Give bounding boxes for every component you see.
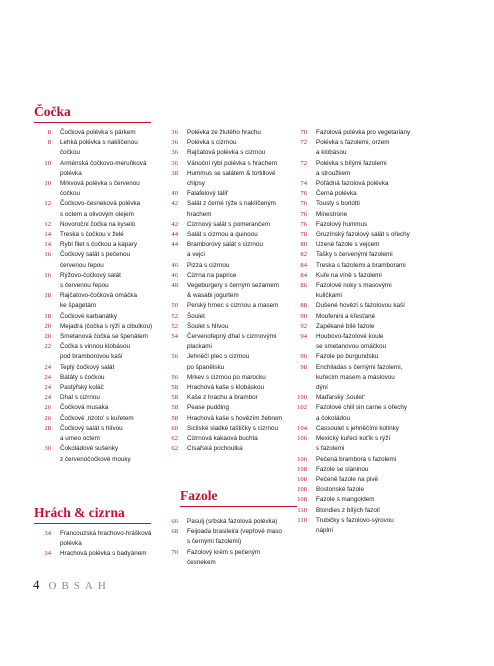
- section-rule-cocka: [34, 122, 151, 123]
- toc-entry: [290, 261, 410, 271]
- toc-entry-title: Kaše z hrachu a brambor: [187, 394, 258, 402]
- toc-entry-title: Houbovo-fazolové koule se smetanovou omáčkou: [316, 333, 387, 351]
- toc-entry: [161, 128, 282, 138]
- toc-entry-page: 12: [44, 200, 51, 208]
- toc-entry-page: 42: [171, 200, 178, 208]
- toc-entry-page: 24: [44, 394, 51, 402]
- toc-entry-page: 52: [171, 322, 178, 330]
- toc-entry: [290, 403, 410, 423]
- toc-entry-title: Fazolové noky s masovými kuličkami: [316, 282, 392, 300]
- toc-entry: [290, 332, 410, 352]
- toc-entry: [161, 322, 282, 332]
- toc-entry: [161, 230, 282, 240]
- toc-entry-title: Zapékané bílé fazole: [316, 322, 375, 330]
- toc-entry-title: Blondies z bílých fazolí: [316, 506, 381, 514]
- toc-entry-page: 40: [171, 190, 178, 198]
- toc-entry: [290, 465, 410, 475]
- toc-entry: [161, 548, 282, 568]
- toc-entry: [290, 128, 410, 138]
- toc-entry-title: Cizrna na paprice: [187, 271, 237, 279]
- toc-entry-title: Fazolová polévka pro vegetariány: [316, 129, 411, 136]
- toc-entry: [34, 444, 152, 464]
- toc-entry-page: 74: [300, 180, 307, 188]
- toc-entry-page: 34: [44, 550, 51, 558]
- toc-entry-title: Pease pudding: [187, 404, 230, 412]
- toc-entry-page: 36: [171, 139, 178, 147]
- toc-entry-title: Fazole se slaninou: [316, 465, 369, 473]
- toc-entry-title: Moufenini a křesťané: [316, 312, 376, 320]
- toc-entry-title: Feijoada brasileira (vepřové maso s černými fazolemi): [187, 528, 282, 546]
- toc-entry: [161, 424, 282, 434]
- toc-entry-title: Čočkový salát s hlívou a umeo octem: [60, 424, 123, 443]
- toc-entry-page: 24: [44, 363, 51, 371]
- toc-entry-title: Pořádná fazolová polévka: [316, 180, 389, 188]
- toc-entry-page: 110: [297, 506, 307, 514]
- toc-entry-title: Lehká polévka s naklíčenou čočkou: [60, 139, 138, 157]
- toc-entry: [161, 444, 282, 454]
- section-rule-hrach-cizrna: [34, 523, 151, 524]
- toc-entry: [34, 179, 152, 199]
- toc-entry-title: Čočkovo-česneková polévka s octem a olivovým olejem: [60, 200, 141, 218]
- toc-entry-title: Sicilské sladké taštičky s cizrnou: [187, 424, 278, 432]
- toc-entry-title: Dhal s cizrnou: [60, 394, 100, 402]
- toc-entry-page: 82: [300, 251, 307, 259]
- toc-entry-page: 58: [171, 394, 178, 402]
- toc-entry-title: Čočková musaka: [60, 404, 109, 412]
- toc-entry: [290, 301, 410, 311]
- toc-entry-page: 70: [300, 129, 307, 136]
- toc-entry: [34, 159, 152, 179]
- toc-entry-title: Polévka s cizrnou: [187, 139, 237, 147]
- toc-entry-page: 76: [300, 210, 307, 218]
- toc-entry: [34, 271, 152, 291]
- toc-entry-page: 46: [171, 271, 178, 279]
- footer-label: OBSAH: [48, 580, 111, 592]
- toc-entry: [290, 240, 410, 250]
- toc-entry-page: 72: [300, 139, 307, 147]
- toc-entry: [290, 516, 410, 536]
- toc-entry-title: Bostonské fazole: [316, 486, 364, 494]
- toc-entry: [290, 230, 410, 240]
- toc-entry: [161, 199, 282, 219]
- toc-entry-title: Gruzínský fazolový salát s ořechy: [316, 231, 410, 239]
- toc-entry-page: 62: [171, 445, 178, 453]
- toc-entry-page: 100: [297, 394, 307, 402]
- toc-entry: [161, 261, 282, 271]
- toc-entry-page: 72: [300, 159, 307, 167]
- toc-entry-page: 26: [44, 414, 51, 422]
- toc-entry-title: Pečená brambora s fazolemi: [316, 455, 397, 463]
- list-hrach-cizrna-col1: [34, 529, 151, 560]
- page-footer: [33, 577, 111, 593]
- toc-entry-title: Treska s čočkou v želé: [60, 231, 124, 239]
- list-cocka: [34, 128, 152, 465]
- toc-entry: [34, 250, 152, 270]
- toc-entry-title: Teplý čočkový salát: [60, 363, 115, 371]
- toc-entry-title: Fazole po burgundsku: [316, 353, 379, 361]
- toc-entry: [34, 373, 152, 383]
- toc-entry: [290, 495, 410, 505]
- toc-entry-page: 18: [44, 292, 51, 300]
- toc-entry-title: Tousty s borlotti: [316, 200, 360, 208]
- toc-entry-title: Arménská čočkovo-meruňková polévka: [60, 159, 147, 177]
- toc-entry-page: 24: [44, 384, 51, 392]
- toc-entry-page: 16: [44, 271, 51, 279]
- toc-entry-page: 102: [297, 404, 307, 412]
- toc-entry-page: 8: [47, 139, 51, 147]
- toc-entry-page: 70: [171, 548, 178, 556]
- toc-entry-title: Bramborový salát s cizrnou a vejci: [187, 241, 263, 259]
- toc-entry: [290, 250, 410, 260]
- toc-entry: [34, 138, 152, 158]
- toc-entry: [161, 393, 282, 403]
- toc-entry-page: 94: [300, 333, 307, 341]
- toc-entry: [161, 383, 282, 393]
- toc-entry-page: 46: [171, 261, 178, 269]
- toc-entry-title: Čočka s vinnou klobásou pod bramborovou kaší: [60, 343, 131, 361]
- toc-entry-title: Enchiladas s černými fazolemi, kuřecím masem a máslovou dýní: [316, 363, 403, 392]
- toc-entry-page: 78: [300, 231, 307, 239]
- toc-entry: [290, 506, 410, 516]
- toc-entry: [290, 220, 410, 230]
- toc-entry-page: 110: [297, 516, 307, 524]
- toc-entry-page: 10: [44, 159, 51, 167]
- toc-entry-page: 84: [300, 261, 307, 269]
- toc-entry-page: 44: [171, 231, 178, 239]
- toc-entry-title: Fazole s mangoldem: [316, 496, 375, 504]
- toc-entry-page: 24: [44, 373, 51, 381]
- toc-entry: [290, 363, 410, 394]
- toc-entry-page: 58: [171, 404, 178, 412]
- toc-entry: [161, 169, 282, 189]
- section-rule-fazole: [180, 506, 297, 507]
- toc-entry: [34, 291, 152, 311]
- toc-entry-title: Čočkový salát s pečenou červenou řepou: [60, 251, 131, 269]
- toc-entry: [34, 220, 152, 230]
- toc-entry-title: Polévka s fazolemi, orzem a klobásou: [316, 139, 390, 157]
- toc-entry: [161, 352, 282, 372]
- toc-entry-page: 104: [297, 424, 307, 432]
- toc-entry-title: Hrachová kaše s klobáskou: [187, 384, 265, 392]
- toc-entry-title: Mrkev s cizrnou po marocku: [187, 373, 266, 381]
- toc-entry-title: Šoulet: [187, 312, 205, 320]
- toc-entry: [161, 301, 282, 311]
- toc-entry-title: Čočkové karbanátky: [60, 312, 118, 320]
- toc-entry-title: Šoulet s hlívou: [187, 322, 229, 330]
- toc-entry: [34, 424, 152, 444]
- toc-entry-page: 18: [44, 312, 51, 320]
- section-title-hrach-cizrna: Hrách & cizrna: [34, 505, 125, 520]
- toc-entry-title: Mejadra (čočka s rýží a cibulkou): [60, 322, 153, 330]
- toc-entry-title: Francouzská hrachovo-hrášková polévka: [60, 530, 152, 548]
- toc-entry: [34, 128, 152, 138]
- toc-entry: [161, 414, 282, 424]
- toc-entry-title: Mrkvová polévka s červenou čočkou: [60, 180, 140, 198]
- list-hrach-cizrna-col2: [161, 128, 282, 455]
- toc-entry-title: Pizza s cizrnou: [187, 261, 230, 269]
- toc-entry: [161, 189, 282, 199]
- toc-entry-page: 108: [297, 496, 307, 504]
- toc-entry-page: 26: [44, 404, 51, 412]
- toc-entry-page: 16: [44, 251, 51, 259]
- toc-entry: [34, 363, 152, 373]
- toc-entry-page: 108: [297, 465, 307, 473]
- toc-entry: [290, 179, 410, 189]
- toc-entry-page: 36: [171, 129, 178, 136]
- toc-entry-title: Čočková polévka s párkem: [60, 129, 136, 136]
- toc-entry-title: Perský hrnec s cizrnou a masem: [187, 302, 279, 310]
- section-title-fazole: Fazole: [180, 488, 218, 503]
- toc-entry: [290, 352, 410, 362]
- toc-entry-title: Salát z černé rýže s naklíčeným hrachem: [187, 200, 276, 218]
- toc-entry-page: 36: [171, 149, 178, 157]
- toc-entry: [161, 281, 282, 301]
- toc-entry-page: 50: [171, 302, 178, 310]
- toc-entry-page: 88: [300, 302, 307, 310]
- toc-entry: [290, 485, 410, 495]
- toc-entry: [290, 189, 410, 199]
- list-fazole-col3: [290, 128, 410, 536]
- toc-entry: [161, 138, 282, 148]
- toc-entry-title: Falafelový talíř: [187, 190, 228, 198]
- toc-entry: [161, 527, 282, 547]
- toc-entry-page: 62: [171, 435, 178, 443]
- toc-entry: [290, 138, 410, 158]
- toc-entry-page: 80: [300, 241, 307, 249]
- toc-entry: [34, 383, 152, 393]
- toc-entry-page: 96: [300, 353, 307, 361]
- toc-entry-page: 106: [297, 455, 307, 463]
- toc-entry-title: Novoroční čočka na kyselo: [60, 220, 136, 228]
- toc-entry: [34, 312, 152, 322]
- toc-entry-page: 14: [44, 241, 51, 249]
- toc-entry: [161, 373, 282, 383]
- toc-entry: [34, 403, 152, 413]
- toc-entry-title: Vegeburgery s černým sezamem & wasabi jogurtem: [187, 282, 280, 300]
- toc-entry: [161, 332, 282, 352]
- toc-entry-title: Kuře na víně s fazolemi: [316, 271, 382, 279]
- toc-entry-page: 106: [297, 435, 307, 443]
- toc-entry-page: 20: [44, 322, 51, 330]
- toc-entry-page: 90: [300, 312, 307, 320]
- toc-entry-title: Rajčatová polévka s cizrnou: [187, 149, 266, 157]
- toc-entry-title: Trubičky s fazolovo-sýrovou náplní: [316, 516, 394, 534]
- toc-entry-page: 20: [44, 333, 51, 341]
- toc-entry-page: 22: [44, 343, 51, 351]
- toc-entry-page: 56: [171, 353, 178, 361]
- toc-entry: [290, 281, 410, 301]
- toc-entry-title: Smetanová čočka se špenátem: [60, 333, 148, 341]
- toc-entry-page: 10: [44, 180, 51, 188]
- toc-entry: [290, 475, 410, 485]
- toc-entry-title: Salát s cizrnou a quinoou: [187, 231, 258, 239]
- toc-entry-title: Čokoládové sušenky z červenočočkové mouky: [60, 445, 131, 463]
- toc-entry-page: 86: [300, 282, 307, 290]
- toc-entry-title: Černá polévka: [316, 190, 357, 198]
- toc-entry-title: Císařská pochoutka: [187, 445, 243, 453]
- toc-entry-title: Cassoulet s jehněčími kolínky: [316, 424, 399, 432]
- toc-entry: [34, 342, 152, 362]
- toc-entry-page: 58: [171, 414, 178, 422]
- toc-entry: [161, 220, 282, 230]
- toc-entry-title: Tašky s červenými fazolemi: [316, 251, 393, 259]
- toc-entry: [161, 517, 282, 527]
- toc-entry-page: 38: [171, 169, 178, 177]
- toc-entry-title: Čočkové ‚rizoto' s kuřetem: [60, 414, 134, 422]
- toc-entry: [161, 312, 282, 322]
- toc-entry-page: 108: [297, 475, 307, 483]
- toc-entry: [290, 434, 410, 454]
- toc-entry-title: Batáty s čočkou: [60, 373, 105, 381]
- toc-entry: [161, 403, 282, 413]
- toc-entry-page: 44: [171, 241, 178, 249]
- toc-entry: [161, 240, 282, 260]
- toc-entry-page: 76: [300, 200, 307, 208]
- toc-entry-title: Cizrnová kakaová buchta: [187, 435, 258, 443]
- toc-entry-page: 92: [300, 322, 307, 330]
- toc-entry: [290, 159, 410, 179]
- toc-entry-title: Fazolové chili sin carne s ořechy a čokoládou: [316, 404, 407, 422]
- toc-entry-title: Treska s fazolemi a bramborami: [316, 261, 406, 269]
- toc-entry-page: 28: [44, 424, 51, 432]
- toc-entry-title: Rýžovo-čočkový salát s červenou řepou: [60, 271, 121, 290]
- toc-entry-page: 66: [171, 518, 178, 525]
- toc-entry-page: 34: [44, 530, 51, 537]
- toc-entry-title: Červenofepný dhal s cizrnovými plackami: [187, 333, 277, 351]
- toc-entry-page: 54: [171, 333, 178, 341]
- toc-entry-page: 8: [47, 129, 51, 136]
- toc-entry: [161, 159, 282, 169]
- toc-entry-title: Minestrone: [316, 210, 348, 218]
- toc-entry-page: 14: [44, 231, 51, 239]
- toc-entry-page: 60: [171, 424, 178, 432]
- toc-entry-title: Polévka ze žlutého hrachu: [187, 129, 261, 136]
- page-number: 4: [33, 577, 40, 592]
- toc-entry-page: 56: [171, 373, 178, 381]
- toc-entry-title: Dušené hovězí s fazolovou kaší: [316, 302, 405, 310]
- toc-entry: [34, 240, 152, 250]
- toc-entry: [290, 210, 410, 220]
- toc-entry-title: Cizrnový salát s pomerančem: [187, 220, 270, 228]
- toc-entry: [34, 332, 152, 342]
- toc-entry: [290, 424, 410, 434]
- toc-entry: [34, 322, 152, 332]
- toc-entry-page: 58: [171, 384, 178, 392]
- toc-entry-title: Maďarský ‚šoulet': [316, 394, 365, 402]
- toc-entry: [290, 322, 410, 332]
- toc-entry-title: Rajčatovo-čočková omáčka ke špagetám: [60, 292, 137, 310]
- toc-entry: [290, 199, 410, 209]
- toc-entry-page: 76: [300, 220, 307, 228]
- toc-entry-title: Pasulj (srbská fazolová polévka): [187, 518, 278, 525]
- toc-entry-title: Pečené fazole na pivě: [316, 475, 378, 483]
- toc-entry-title: Pastýřský koláč: [60, 384, 104, 392]
- toc-entry: [290, 455, 410, 465]
- toc-entry-title: Uzené fazole s vejcem: [316, 241, 380, 249]
- toc-entry: [34, 414, 152, 424]
- toc-entry-page: 108: [297, 486, 307, 494]
- toc-entry: [34, 393, 152, 403]
- toc-entry-page: 52: [171, 312, 178, 320]
- toc-entry-page: 76: [300, 190, 307, 198]
- toc-entry-title: Fazolový krém s pečeným česnekem: [187, 548, 261, 566]
- toc-entry-page: 12: [44, 220, 51, 228]
- toc-entry: [34, 549, 151, 559]
- toc-entry: [161, 434, 282, 444]
- toc-entry-title: Vánoční rybí polévka s hrachem: [187, 159, 277, 167]
- toc-entry: [290, 312, 410, 322]
- toc-entry-title: Hrachová kaše s hovězím žebrem: [187, 414, 283, 422]
- toc-entry: [34, 230, 152, 240]
- toc-entry: [161, 148, 282, 158]
- toc-entry-title: Hummus se salátem & tortillové chipsy: [187, 169, 276, 188]
- toc-entry-page: 30: [44, 445, 51, 453]
- toc-entry-page: 36: [171, 159, 178, 167]
- toc-entry-title: Fazolový hummus: [316, 220, 368, 228]
- toc-entry-title: Mexický kuřecí koťík s rýží s fazolemi: [316, 435, 391, 453]
- toc-entry-page: 68: [171, 528, 178, 536]
- toc-entry: [161, 271, 282, 281]
- toc-entry-title: Jehněčí plec s cizrnou po španělsku: [187, 353, 250, 371]
- toc-entry-title: Rybí filet s čočkou a kapary: [60, 241, 137, 249]
- toc-entry: [34, 199, 152, 219]
- toc-entry-title: Hrachová polévka s badyánem: [60, 550, 147, 558]
- toc-entry: [290, 393, 410, 403]
- toc-entry: [290, 271, 410, 281]
- toc-entry-page: 42: [171, 220, 178, 228]
- toc-entry: [34, 529, 151, 549]
- toc-entry-page: 48: [171, 282, 178, 290]
- toc-entry-title: Polévka s bílými fazolemi a stroužkem: [316, 159, 387, 177]
- toc-entry-page: 84: [300, 271, 307, 279]
- section-title-cocka: Čočka: [34, 104, 71, 119]
- toc-entry-page: 98: [300, 363, 307, 371]
- list-fazole-col2: [161, 517, 282, 568]
